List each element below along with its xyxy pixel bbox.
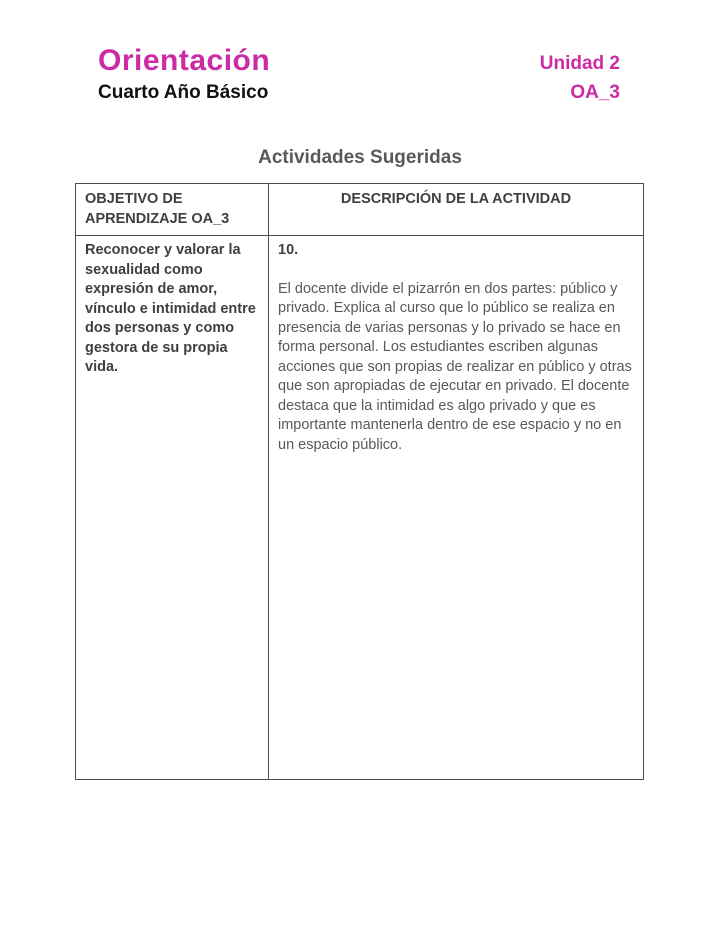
activities-table-body — [76, 236, 644, 780]
subject-title: Orientación — [98, 44, 271, 77]
objetivo-cell: Reconocer y valorar la sexualidad como expresión de amor, vínculo e intimidad entre dos personas y como gestora de su propia vida. — [76, 236, 269, 780]
table-header-row — [76, 184, 644, 236]
grade-title: Cuarto Año Básico — [98, 82, 269, 103]
table-row — [76, 236, 644, 780]
section-title: Actividades Sugeridas — [258, 147, 462, 168]
document-header-left — [98, 43, 270, 104]
activities-table-header — [76, 184, 644, 236]
column-header-objetivo: OBJETIVO DE APRENDIZAJE OA_3 — [76, 184, 269, 236]
activity-number: 10. — [278, 242, 299, 258]
activity-description: El docente divide el pizarrón en dos partes: público y privado. Explica al curso que lo público se realiza en presencia de varias personas y lo privado se hace en forma personal. Los estudiantes escriben algunas acciones que son propias de realizar en público y otras que son apropiadas de ejecutar en privado. El docente destaca que la intimidad es algo privado y que es importante mantenerla dentro de ese espacio y no en un espacio público. — [278, 280, 632, 453]
descripcion-cell — [269, 236, 644, 780]
oa-code-label: OA_3 — [570, 82, 620, 103]
unit-label: Unidad 2 — [539, 53, 620, 74]
document-header-right — [540, 52, 620, 105]
column-header-descripcion: DESCRIPCIÓN DE LA ACTIVIDAD — [269, 184, 644, 236]
activities-table — [75, 183, 644, 780]
